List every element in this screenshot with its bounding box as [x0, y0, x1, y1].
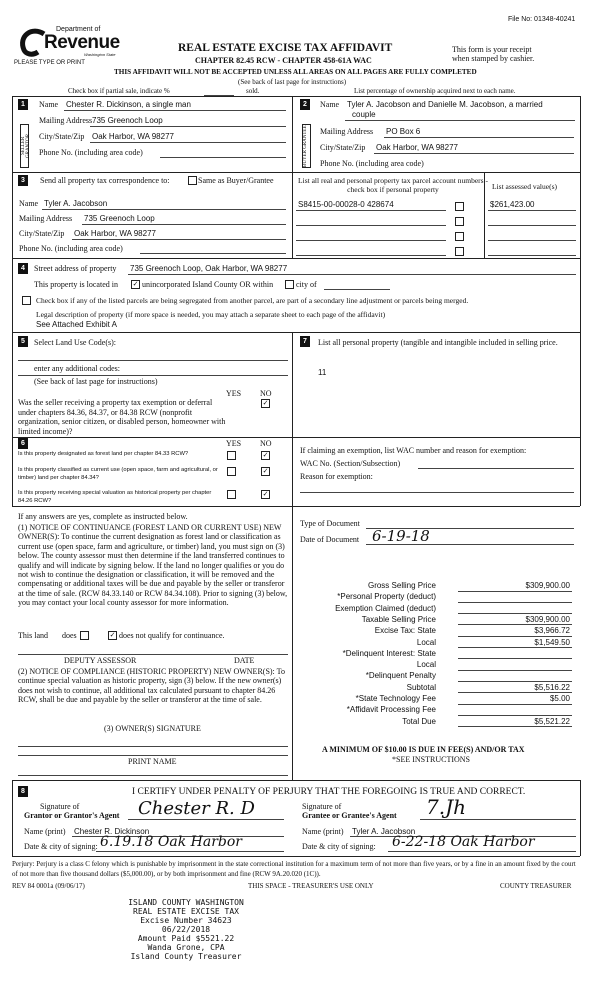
partial-sale-label: Check box if partial sale, indicate %	[68, 87, 170, 95]
same-as-buyer-checkbox[interactable]	[188, 176, 197, 185]
tax-row-label: Local	[416, 660, 436, 670]
section-5-badge: 5	[18, 336, 28, 347]
personal-property-value[interactable]: 11	[318, 368, 327, 377]
section-7-badge: 7	[300, 336, 310, 347]
buyer-grantee-label: BUYER GRANTEE	[302, 124, 311, 168]
segregated-checkbox[interactable]	[22, 296, 31, 305]
seller-name[interactable]: Chester R. Dickinson, a single man	[66, 100, 191, 109]
seller-phone-label: Phone No. (including area code)	[39, 148, 143, 157]
grantor-name-print[interactable]: Chester R. Dickinson	[74, 827, 150, 836]
form-title: REAL ESTATE EXCISE TAX AFFIDAVIT	[178, 42, 393, 54]
receipt-note: This form is your receipt	[452, 45, 532, 54]
section-2-badge: 2	[300, 99, 310, 110]
tax-row-label: *Delinquent Penalty	[365, 671, 436, 681]
tax-row-label: Local	[416, 637, 436, 647]
buyer-city[interactable]: Oak Harbor, WA 98277	[376, 143, 458, 152]
tax-row-label: *State Technology Fee	[355, 694, 436, 703]
tax-row-underline	[458, 658, 572, 659]
section-1-badge: 1	[18, 99, 28, 110]
current-use-no-checkbox[interactable]: ✓	[262, 467, 269, 475]
tax-row-underline	[458, 704, 572, 705]
section-3-badge: 3	[18, 175, 28, 186]
current-use-yes-checkbox[interactable]	[227, 467, 236, 476]
tax-row-label: *Personal Property (deduct)	[337, 592, 436, 602]
tax-row-label: Total Due	[402, 716, 436, 726]
tax-row-underline	[458, 670, 572, 671]
tax-row-label: Gross Selling Price	[367, 581, 436, 590]
date-of-document[interactable]: 6-19-18	[372, 527, 430, 545]
tax-row-value[interactable]: $309,900.00	[525, 581, 570, 590]
personal-property-checkbox-4[interactable]	[455, 247, 464, 256]
exempt-no-checkbox[interactable]: ✓	[262, 399, 269, 407]
correspondence-address[interactable]: 735 Greenoch Loop	[84, 214, 155, 223]
exemption-question: Was the seller receiving a property tax exemption or deferral under chapters 84.36, 84.37, or 84.38 RCW (nonprofit organization, senior citizen, or disabled person, homeowner with limited income)?	[18, 398, 226, 436]
tax-row-value[interactable]: $3,966.72	[534, 626, 570, 636]
form-subtitle: CHAPTER 82.45 RCW - CHAPTER 458-61A WAC	[195, 56, 372, 65]
treasurer-stamp: ISLAND COUNTY WASHINGTON REAL ESTATE EXCISE TAX Excise Number 34623 06/22/2018 Amount Paid $5521.22 Wanda Grone, CPA Island County Treasurer	[128, 898, 244, 961]
assessed-value[interactable]: $261,423.00	[490, 200, 535, 209]
seller-grantor-label: SELLER GRANTOR	[20, 124, 29, 168]
property-street-address[interactable]: 735 Greenoch Loop, Oak Harbor, WA 98277	[130, 264, 288, 273]
tax-row-underline	[458, 602, 572, 603]
tax-row-label: *Affidavit Processing Fee	[346, 705, 436, 715]
historic-yes-checkbox[interactable]	[227, 490, 236, 499]
forest-yes-checkbox[interactable]	[227, 451, 236, 460]
correspondence-name[interactable]: Tyler A. Jacobson	[44, 199, 108, 208]
tax-row-value[interactable]: $5,521.22	[534, 716, 570, 726]
tax-row-value[interactable]: $1,549.50	[534, 637, 570, 647]
personal-property-checkbox-3[interactable]	[455, 232, 464, 241]
file-number: File No: 01348-40241	[508, 16, 576, 23]
does-qualify-checkbox[interactable]	[80, 631, 89, 640]
seller-address[interactable]: 735 Greenoch Loop	[92, 116, 163, 125]
forest-no-checkbox[interactable]: ✓	[262, 451, 269, 459]
grantor-signature[interactable]: Chester R. D	[138, 798, 255, 819]
dor-logo: Department of Revenue Washington State	[18, 26, 128, 62]
certify-statement: I CERTIFY UNDER PENALTY OF PERJURY THAT THE FOREGOING IS TRUE AND CORRECT.	[132, 787, 526, 797]
assessed-header: List assessed value(s)	[492, 182, 557, 191]
parcels-header: List all real and personal property tax parcel account numbers - check box if personal property	[298, 176, 488, 194]
notice-of-continuance: (1) NOTICE OF CONTINUANCE (FOREST LAND OR CURRENT USE) NEW OWNER(S): To continue the current designation as forest land or classification as current use (open space, farm and agriculture, or timber) land, you must sign on (3) below. The county assessor must then determine if the land transferred continues to qualify and will indicate by signing below. If the land no longer qualifies or you do not wish to continue the designation or classification, it will be removed and the compensating or additional taxes will be due and payable by the seller or transferor at the time of sale. (RCW 84.33.140 or RCW 84.34.108). Prior to signing (3) below, you may contact your local county assessor for more information.	[18, 523, 288, 608]
grantor-date-city[interactable]: 6.19.18 Oak Harbor	[100, 834, 242, 850]
tax-row-underline	[458, 647, 572, 648]
tax-row-value[interactable]: $5,516.22	[534, 682, 570, 692]
owner-signature-label: (3) OWNER(S) SIGNATURE	[104, 724, 201, 733]
seller-city[interactable]: Oak Harbor, WA 98277	[92, 132, 174, 141]
send-correspondence-label: Send all property tax correspondence to:	[40, 176, 170, 185]
grantee-date-city[interactable]: 6-22-18 Oak Harbor	[392, 834, 535, 850]
does-not-qualify-checkbox[interactable]: ✓	[109, 631, 116, 639]
personal-property-checkbox-1[interactable]	[455, 202, 464, 211]
personal-property-checkbox-2[interactable]	[455, 217, 464, 226]
perjury-notice: Perjury: Perjury is a class C felony which is punishable by imprisonment in the state correctional institution for a maximum term of not more than five years, or by a fine in an amount fixed by the court of not more than five thousand dollars ($5,000.00), or by both imprisonment and fine (RCW 9A.20.020 (1C)).	[12, 860, 576, 878]
tax-row-value[interactable]: $309,900.00	[525, 614, 570, 624]
legal-description[interactable]: See Attached Exhibit A	[36, 320, 117, 329]
please-type: PLEASE TYPE OR PRINT	[14, 60, 85, 66]
notice-of-compliance: (2) NOTICE OF COMPLIANCE (HISTORIC PROPERTY) NEW OWNER(S): To continue special valuation as historic property, sign (3) below. If the new owner(s) does not wish to continue, all additional tax calculated pursuant to chapter 84.26 RCW, shall be due and payable by the seller or transferor at the time of sale.	[18, 667, 285, 705]
historic-no-checkbox[interactable]: ✓	[262, 490, 269, 498]
section-8-badge: 8	[18, 786, 28, 797]
tax-row-underline	[458, 591, 572, 592]
tax-row-label: Taxable Selling Price	[361, 614, 436, 624]
tax-row-label: *Delinquent Interest: State	[342, 648, 436, 658]
tax-row-label: Exemption Claimed (deduct)	[335, 603, 436, 613]
tax-row-label: Subtotal	[406, 682, 436, 692]
unincorporated-checkbox[interactable]: ✓	[132, 280, 139, 288]
section-4-badge: 4	[18, 263, 28, 274]
form-revision: REV 84 0001a (09/06/17)	[12, 882, 85, 890]
buyer-address[interactable]: PO Box 6	[386, 127, 421, 136]
correspondence-city[interactable]: Oak Harbor, WA 98277	[74, 229, 156, 238]
tax-row-underline	[458, 726, 572, 727]
minimum-fee-note: A MINIMUM OF $10.00 IS DUE IN FEE(S) AND/OR TAX	[322, 745, 525, 754]
section-6-badge: 6	[18, 438, 28, 449]
parcel-number[interactable]: S8415-00-00028-0 428674	[298, 200, 394, 209]
buyer-name[interactable]: Tyler A. Jacobson and Danielle M. Jacobson, a married	[347, 100, 543, 109]
tax-row-value[interactable]: $5.00	[549, 694, 570, 703]
buyer-phone-label: Phone No. (including area code)	[320, 159, 424, 168]
city-checkbox[interactable]	[285, 280, 294, 289]
warning-text: THIS AFFIDAVIT WILL NOT BE ACCEPTED UNLESS ALL AREAS ON ALL PAGES ARE FULLY COMPLETED	[114, 68, 477, 76]
grantee-name-print[interactable]: Tyler A. Jacobson	[352, 827, 416, 836]
tax-row-label: Excise Tax: State	[374, 626, 436, 636]
grantee-signature[interactable]: 7.Jh	[426, 795, 466, 819]
